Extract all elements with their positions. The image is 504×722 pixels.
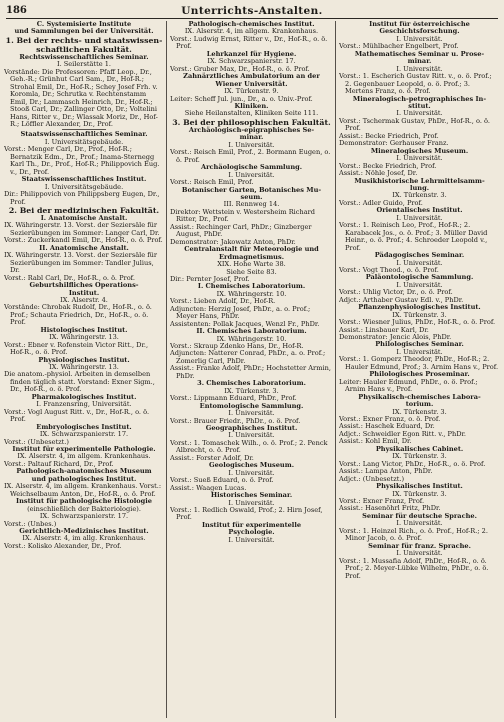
- address-line: I. Universität.: [396, 280, 443, 289]
- address-line: IX. Schwarzspanierstr. 17.: [207, 57, 296, 66]
- entry-line: Vorst.: Reisch Emil, Prof., 2. Bormann Eugen, o. ö. Prof.: [170, 148, 331, 164]
- section-heading: Mineralogisches Museum.: [370, 146, 469, 155]
- section-heading: 2. Bei der medizinischen Fakultät.: [8, 205, 160, 215]
- section-heading: Geburtshilfliches Operations-: [29, 281, 139, 290]
- address-line: I. Seilerstätte 1.: [56, 60, 112, 69]
- column-middle: [170, 21, 333, 718]
- section-heading: Gerichtlich-Medizinisches Institut.: [19, 527, 149, 535]
- section-heading: Seminar für deutsche Sprache.: [362, 511, 477, 520]
- section-heading: Mineralogisch-petrographisches In-: [352, 94, 487, 103]
- section-heading: Orientalisches Institut.: [376, 206, 463, 215]
- entry-line: Vorst.: Lippmann Eduard, PhDr., Prof.: [170, 394, 297, 403]
- address-line: I. Universität.: [396, 34, 443, 43]
- section-heading: Geologisches Museum.: [208, 461, 295, 470]
- address-line: Siehe Seite 83.: [226, 267, 277, 276]
- entry-line: Vorst.: Becke Friedrich, Prof.: [339, 161, 437, 170]
- entry-line: Vorst.: Sueß Eduard, o. ö. Prof.: [170, 476, 274, 485]
- address-line: I. Universität.: [396, 154, 443, 163]
- entry-line: Vorst.: 1. Redlich Oswald, Prof.; 2. Hirn Josef, Prof.: [170, 506, 323, 522]
- section-heading: Seminar für franz. Sprache.: [368, 541, 471, 550]
- section-heading: stitut.: [408, 101, 431, 110]
- entry-line: Vorst.: Menger Carl, Dr., Prof., Hof-R.; Bernatzik Edm., Dr., Prof.; Inama-Sternegg Karl Th., Dr., Prof., Hof-R.; Philippovich Eug. v., Dr., Prof.: [4, 145, 160, 176]
- entry-line: Assist.: Lampa Anton, PhDr.: [339, 467, 433, 476]
- address-line: IX. Türkenstr. 3.: [224, 386, 279, 395]
- entry-line: Assist.: Waagen Lucas.: [170, 483, 247, 492]
- section-heading: 1. Bei der rechts- und staatswissen-: [5, 35, 163, 45]
- address-line: I. Universität.: [228, 468, 275, 477]
- entry-line: Demonstrator: Gerhauser Franz.: [339, 139, 449, 148]
- section-heading: I. Chemisches Laboratorium.: [197, 282, 306, 291]
- address-line: IX. Währingerstr. 10.: [216, 289, 287, 298]
- page-title: Unterrichts-Anstalten.: [181, 5, 323, 17]
- column-right: [339, 21, 500, 718]
- entry-line: Vorst.: Zuckerkandl Emil, Dr., Hof-R., o. ö. Prof.: [4, 236, 163, 245]
- section-heading: Centralanstalt für Meteorologie und: [184, 245, 319, 254]
- section-heading: Institut für pathologische Histologie: [16, 497, 152, 506]
- section-heading: 3. Bei der philosophischen Fakultät.: [172, 117, 331, 127]
- entry-line: Assist.: Kohl Emil, Dr.: [339, 437, 412, 446]
- section-heading: Physiologisches Institut.: [38, 355, 130, 364]
- section-heading: Archäologisch-epigraphisches Se-: [188, 125, 315, 134]
- entry-line: IX. Währingerstr. 13. Vorst. der Seziersäle für Sezierübungen im Sommer: Langer Carl, Dr.: [4, 221, 160, 237]
- section-heading: Physikalisches Cabinet.: [375, 444, 464, 453]
- section-heading: und pathologisches Institut.: [31, 474, 137, 483]
- section-heading: Staatswissenschaftliches Institut.: [21, 175, 147, 184]
- entry-line: Assistenten: Pollak Jacques, Wenzl Fr., PhDr.: [170, 319, 320, 328]
- address-line: (einschließlich der Bakteriologie).: [27, 504, 141, 513]
- entry-line: Vorstände: Chrobak Rudolf, Dr., Hof-R., o. ö. Prof.; Schauta Friedrich, Dr., Hof-R., o. ö. Prof.: [4, 303, 152, 327]
- section-heading: Paläontologische Sammlung.: [365, 273, 474, 282]
- entry-line: Leiter: Hauler Edmund, PhDr., o. ö. Prof.; Arnim Hans v., Prof.: [339, 377, 478, 394]
- page-number: 186: [6, 5, 27, 16]
- address-line: I. Universität.: [228, 535, 275, 544]
- entry-line: Vorst.: Uhlig Victor, Dr., o. ö. Prof.: [339, 288, 453, 297]
- address-line: I. Universität.: [228, 140, 275, 149]
- entry-line: Die anatom.-physiol. Arbeiten in demselben finden täglich statt. Vorstand: Exner Sigm., Dr., Hof-R., o. ö. Prof.: [4, 370, 155, 394]
- section-heading: Staatswissenschaftliches Seminar.: [20, 130, 148, 139]
- entry-line: Adjuncten: Herzig Josef, PhDr., a. o. Prof.; Meyer Hans, PhDr.: [170, 304, 311, 321]
- column-divider: [335, 21, 336, 718]
- section-heading: I. Anatomische Anstalt.: [40, 213, 128, 222]
- entry-line: Adjct.: Arthaber Gustav Edl. v., PhDr.: [339, 295, 464, 304]
- section-heading: Historisches Seminar.: [210, 491, 293, 500]
- section-heading: Geschichtsforschung.: [379, 27, 460, 36]
- entry-line: Dir.: Pernter Josef, Prof.: [170, 274, 250, 283]
- section-heading: Pharmakologisches Institut.: [31, 392, 137, 401]
- entry-line: Vorst.: 1. Mussafia Adolf, PhDr., Hof-R., o. ö. Prof.; 2. Meyer-Lübke Wilhelm, PhDr., o. ö. Prof.: [339, 556, 489, 580]
- section-heading: Philologisches Seminar.: [375, 340, 464, 349]
- section-heading: Musikhistorische Lehrmittelsamm-: [354, 176, 485, 185]
- column-left: [4, 21, 164, 718]
- header-rule: [6, 18, 498, 19]
- entry-line: Vorst.: Exner Franz, Prof.: [339, 497, 425, 505]
- section-heading: schaftlichen Fakultät.: [36, 44, 132, 54]
- section-heading: Histologisches Institut.: [40, 325, 128, 334]
- section-heading: Botanischer Garten, Botanisches Mu-: [181, 185, 322, 194]
- section-heading: Kliniken.: [234, 101, 269, 110]
- entry-line: Vorst.: Lang Victor, PhDr., Hof-R., o. ö. Prof.: [339, 459, 486, 468]
- section-heading: Geographisches Institut.: [205, 424, 298, 433]
- address-line: I. Universitätsgebäude.: [44, 182, 124, 191]
- address-line: IX. Türkenstr. 3.: [392, 310, 447, 319]
- entry-line: Vorst.: Adler Guido, Prof.: [339, 198, 423, 207]
- address-line: IX. Alserstr. 4, im allgem. Krankenhaus.: [184, 27, 319, 36]
- section-heading: Institut.: [68, 288, 100, 297]
- address-line: I. Universität.: [396, 347, 443, 356]
- entry-line: Vorst.: Lieben Adolf, Dr., Hof-R.: [170, 297, 276, 306]
- section-heading: Institut für experimentelle: [201, 520, 302, 529]
- section-heading: Erdmagnetismus.: [218, 252, 284, 261]
- section-heading: Zahnärztliches Ambulatorium an der: [183, 72, 320, 81]
- address-line: IX. Währingerstr. 13.: [49, 363, 119, 372]
- entry-line: Vorstände: Die Professoren: Pfaff Leop., Dr., Geh.-R.; Grünhut Carl Sam., Dr., Hof-R.; Strohal Emil, Dr., Hof-R.; Schey Josef Frh. v. Koromla, Dr.; Schrutka v. Rechtenstamm Emil, Dr.; Lammasch Heinrich, Dr., Hof-R.; Stooß Carl, Dr.; Zallinger Otto, Dr.; Voltelini Hans, Ritter v., Dr.; Wlassak Moriz, Dr., Hof-R.; Löffler Alexander, Dr., Prof.: [4, 67, 158, 128]
- address-line: IX. Türkenstr. 3.: [392, 452, 447, 461]
- address-line: I. Universität.: [228, 409, 275, 418]
- section-heading: lung.: [410, 183, 429, 192]
- section-heading: Psychologie.: [228, 528, 275, 537]
- entry-line: Vorst.: Mühlbacher Engelbert, Prof.: [339, 42, 459, 51]
- section-heading: Pflanzenphysiologisches Institut.: [358, 303, 481, 312]
- address-line: IX. Schwarzspanierstr. 17.: [39, 430, 129, 439]
- address-line: I. Universität.: [396, 258, 443, 267]
- entry-line: Vorst.: (Unbesetzt.): [4, 437, 69, 446]
- section-heading: Pathologisch-anatomisches Museum: [16, 467, 152, 476]
- entry-line: IX. Alserstr. 4, im allgem. Krankenhaus. Vorst.: Weichselbaum Anton, Dr., Hof-R., o. ö. Prof.: [4, 482, 162, 498]
- address-line: I. Universität.: [396, 64, 443, 73]
- entry-line: Vorst.: Paltauf Richard, Dr., Prof.: [4, 459, 114, 468]
- section-heading: minar.: [407, 57, 432, 66]
- section-heading: minar.: [239, 133, 264, 142]
- entry-line: Demonstrator: Jakowatz Anton, PhDr.: [170, 237, 296, 246]
- entry-line: Vorst.: Tschermak Gustav, PhDr., Hof-R., o. ö. Prof.: [339, 116, 490, 133]
- entry-line: Vorst.: Gruber Max, Dr., Hof-R., o. ö. Prof.: [170, 64, 310, 73]
- section-heading: seum.: [240, 192, 263, 201]
- entry-line: Assist.: Haschek Eduard, Dr.: [339, 422, 435, 431]
- entry-line: Vorst.: Skraup Zdenko Hans, Dr., Hof-R.: [170, 342, 304, 351]
- section-heading: Mathematisches Seminar u. Prose-: [354, 49, 485, 58]
- address-line: IX. Alserstr. 4.: [60, 295, 108, 304]
- entry-line: Assist.: Nöhle Josef, Dr.: [339, 169, 418, 178]
- entry-line: Adjuncten: Natterer Conrad, PhDr., a. o. Prof.; Zomerlig Carl, PhDr.: [170, 349, 326, 365]
- entry-line: Vorst.: Vogl August Ritt. v., Dr., Hof-R., o. ö. Prof.: [4, 407, 150, 424]
- address-line: IX. Türkenstr. 3.: [392, 407, 447, 416]
- address-line: Siehe Heilanstalten, Kliniken Seite 111.: [184, 109, 319, 118]
- entry-line: Adjct.: (Unbesetzt.): [339, 474, 405, 483]
- entry-line: Assist.: Rechinger Carl, PhDr.; Ginzberger August, PhDr.: [170, 222, 312, 239]
- entry-line: Dir.: Philippovich von Philippsberg Eugen, Dr., Prof.: [4, 190, 160, 206]
- entry-line: Vorst.: Rabl Carl, Dr., Hof-R., o. ö. Prof.: [4, 273, 135, 282]
- address-line: I. Universität.: [396, 519, 443, 528]
- entry-line: Vorst.: 1. Escherich Gustav Ritt. v., o. ö. Prof.; 2. Gegenbauer Leopold, o. ö. Prof.; 3. Mertens Franz, o. ö. Prof.: [339, 72, 492, 96]
- address-line: I. Universität.: [228, 170, 275, 179]
- column-divider: [166, 21, 167, 718]
- entry-line: Vorst.: Ebner v. Rofenstein Victor Ritt., Dr., Hof-R., o. ö. Prof.: [4, 340, 149, 357]
- entry-line: Vorst.: 1. Reinisch Leo, Prof., Hof-R.; 2. Karabacek Jos., o. ö. Prof.; 3. Müller David Heinr., o. ö. Prof.; 4. Schroeder Leopold v., Prof.: [339, 221, 488, 252]
- section-heading: torium.: [405, 400, 434, 409]
- entry-line: Adjct.: Schweidler Egon Ritt. v., PhDr.: [339, 429, 467, 438]
- section-heading: Physikalisch-chemisches Labora-: [358, 392, 481, 401]
- section-heading: Wiener Universität.: [215, 79, 288, 88]
- section-heading: Rechtswissenschaftliches Seminar.: [19, 52, 149, 61]
- entry-line: Assist.: Forster Adolf, Dr.: [170, 453, 254, 462]
- address-line: IX. Alserstr. 4, im allgem. Krankenhaus.: [17, 452, 151, 461]
- address-line: III. Rennweg 14.: [223, 200, 280, 209]
- entry-line: Vorst.: 1. Tomaschek Wilh., o. ö. Prof.; 2. Penck Albrecht, o. ö. Prof.: [170, 438, 328, 455]
- address-line: I. Universität.: [228, 498, 275, 507]
- address-line: IX. Alserstr. 4, im allg. Krankenhaus.: [22, 534, 146, 543]
- section-heading: Pädagogisches Seminar.: [374, 251, 465, 260]
- entry-line: Vorst.: Vogt Theod., o. ö. Prof.: [339, 265, 439, 274]
- section-heading: Pathologisch-chemisches Institut.: [188, 21, 315, 28]
- section-heading: und Sammlungen bei der Universität.: [14, 27, 154, 36]
- section-heading: Philologisches Proseminar.: [369, 370, 470, 379]
- entry-line: Assist.: Hasenöhrl Fritz, PhDr.: [339, 504, 441, 513]
- entry-line: Vorst.: 1. Gomperz Theodor, PhDr., Hof-R.; 2. Hauler Edmund, Prof.; 3. Arnim Hans v., Prof.: [339, 355, 499, 371]
- address-line: I. Universität.: [396, 109, 443, 118]
- section-heading: Entomologische Sammlung.: [199, 401, 304, 410]
- address-line: IX. Türkenstr. 3.: [392, 489, 447, 498]
- address-line: IX. Schwarzspanierstr. 17.: [39, 512, 129, 521]
- address-line: I. Universität.: [396, 213, 443, 222]
- entry-line: Vorst.: Kolisko Alexander, Dr., Prof.: [4, 541, 122, 550]
- address-line: I. Universität.: [228, 431, 275, 440]
- section-heading: 3. Chemisches Laboratorium.: [197, 379, 306, 388]
- address-line: I. Franzensring, Universität.: [36, 400, 132, 409]
- address-line: I. Universitätsgebäude.: [44, 137, 124, 146]
- entry-line: Leiter: Scheff Jul. jun., Dr., a. o. Univ.-Prof.: [170, 94, 313, 103]
- section-heading: Institut für experimentelle Pathologie.: [12, 445, 156, 454]
- section-heading: C. Systemisierte Institute: [36, 21, 132, 28]
- section-heading: Embryologisches Institut.: [36, 422, 132, 431]
- entry-line: IX. Währingerstr. 13. Vorst. der Seziersäle für Sezierübungen im Sommer: Tandler Julius, Dr.: [4, 251, 158, 275]
- entry-line: Vorst.: (Unbes.): [4, 519, 57, 528]
- address-line: IX. Währingerstr. 10.: [216, 334, 287, 343]
- entry-line: Vorst.: 1. Heinzel Rich., o. ö. Prof., Hof-R.; 2. Minor Jacob, o. ö. Prof.: [339, 526, 488, 543]
- entry-line: Demonstrator: Jencic Alois, PhDr.: [339, 333, 452, 342]
- entry-line: Vorst.: Exner Franz, o. ö. Prof.: [339, 415, 441, 424]
- entry-line: Vorst.: Ludwig Ernst, Ritter v., Dr., Hof-R., o. ö. Prof.: [170, 34, 328, 51]
- address-line: I. Universität.: [396, 549, 443, 558]
- entry-line: Assist.: Becke Friedrich, Prof.: [339, 131, 439, 140]
- address-line: IX. Türkenstr. 9.: [224, 87, 279, 96]
- entry-line: Assist.: Linsbauer Karl, Dr.: [339, 325, 429, 334]
- page-header: [6, 5, 498, 19]
- entry-line: Vorst.: Reisch Emil, Prof.: [170, 178, 254, 187]
- entry-line: Assist.: Franke Adolf, PhDr.; Hochstetter Armin, PhDr.: [170, 364, 331, 380]
- address-line: IX. Währingerstr. 13.: [49, 333, 119, 342]
- entry-line: Direktor: Wettstein v. Westersheim Richard Ritter, Dr., Prof.: [170, 207, 316, 224]
- section-heading: II. Chemisches Laboratorium.: [196, 327, 307, 336]
- section-heading: Archäologische Sammlung.: [200, 163, 303, 172]
- address-line: XIX. Hohe Warte 38.: [217, 260, 286, 269]
- section-heading: Lehrkanzel für Hygiene.: [206, 49, 297, 58]
- section-heading: II. Anatomische Anstalt.: [39, 243, 129, 252]
- section-heading: Physikalisches Institut.: [376, 482, 463, 491]
- section-heading: Institut für österreichische: [369, 21, 470, 28]
- address-line: IX. Türkenstr. 3.: [392, 191, 447, 200]
- entry-line: Vorst.: Brauer Friedr., PhDr., o. ö. Prof.: [170, 416, 301, 425]
- entry-line: Vorst.: Wiesner Julius, PhDr., Hof-R., o. ö. Prof.: [339, 318, 496, 327]
